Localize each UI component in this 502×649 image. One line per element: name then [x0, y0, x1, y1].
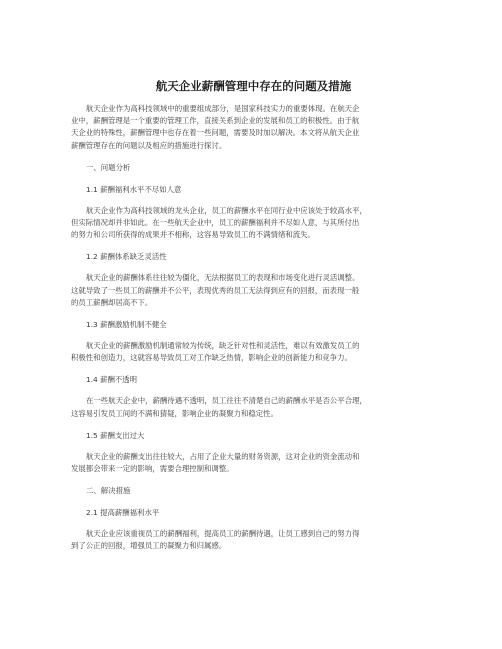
text-line: 的员工薪酬却居高不下。: [71, 297, 153, 307]
text-line: 但实际情况却并非如此。在一些航天企业中，员工的薪酬福利并不尽如人意，与其所付出: [71, 218, 360, 228]
paragraph-2-1: [71, 528, 436, 552]
text-line: 这就导致了一些员工的薪酬并不公平，表现优秀的员工无法得到应有的回报，而表现一般: [71, 285, 360, 295]
subsection-title-1-2: 1.2 薪酬体系缺乏灵活性: [86, 252, 167, 262]
paragraph-1-4: [71, 395, 436, 419]
paragraph-1-1: [71, 205, 436, 242]
subsection-title-1-5: 1.5 薪酬支出过大: [86, 430, 145, 440]
paragraph-1-2: [71, 272, 436, 309]
subsection-title-1-4: 1.4 薪酬不透明: [86, 375, 138, 385]
subsection-title-1-3: 1.3 薪酬激励机制不健全: [86, 320, 167, 330]
text-line: 这容易引发员工间的不满和猜疑，影响企业的凝聚力和稳定性。: [71, 408, 278, 418]
text-line: 发展都会带来一定的影响，需要合理控制和调整。: [71, 464, 234, 474]
subsection-title-2-1: 2.1 提高薪酬福利水平: [86, 508, 160, 518]
subsection-title-1-1: 1.1 薪酬福利水平不尽如人意: [86, 184, 182, 194]
text-line: 航天企业的薪酬支出往往较大，占用了企业大量的财务资源，这对企业的资金流动和: [86, 451, 360, 461]
text-line: 薪酬管理存在的问题以及相应的措施进行探讨。: [71, 140, 227, 150]
paragraph-1-3: [71, 340, 436, 364]
intro-paragraph: [71, 103, 436, 152]
text-line: 业中，薪酬管理是一个重要的管理工作，直接关系到企业的发展和员工的积极性。由于航: [71, 116, 360, 126]
section-heading-problems: 一、问题分析: [86, 162, 131, 172]
text-line: 到了公正的回报，增强员工的凝聚力和归属感。: [71, 541, 227, 551]
section-heading-solutions: 二、解决措施: [86, 486, 131, 496]
text-line: 航天企业的薪酬体系往往较为僵化，无法根据员工的表现和市场变化进行灵活调整。: [86, 273, 360, 283]
text-line: 航天企业应该重视员工的薪酬福利，提高员工的薪酬待遇，让员工感到自己的努力得: [86, 529, 360, 539]
paragraph-1-5: [71, 451, 436, 475]
text-line: 航天企业作为高科技领域中的重要组成部分，是国家科技实力的重要体现。在航天企: [86, 104, 360, 113]
text-line: 天企业的特殊性，薪酬管理中也存在着一些问题，需要及时加以解决。本文将从航天企业: [71, 128, 360, 138]
text-line: 航天企业作为高科技领域的龙头企业，员工的薪酬水平在同行业中应该处于较高水平，: [86, 205, 367, 215]
text-line: 积极性和创造力，这就容易导致员工对工作缺乏热情，影响企业的创新能力和竞争力。: [71, 353, 352, 363]
text-line: 的努力和公司所获得的成果并不相称，这容易导致员工的不满情绪和流失。: [71, 230, 315, 240]
text-line: 航天企业的薪酬激励机制通常较为传统，缺乏针对性和灵活性，难以有效激发员工的: [86, 341, 360, 351]
text-line: 在一些航天企业中，薪酬待遇不透明，员工往往不清楚自己的薪酬水平是否公平合理，: [86, 396, 367, 406]
document-title: 航天企业薪酬管理中存在的问题及措施: [155, 79, 352, 93]
